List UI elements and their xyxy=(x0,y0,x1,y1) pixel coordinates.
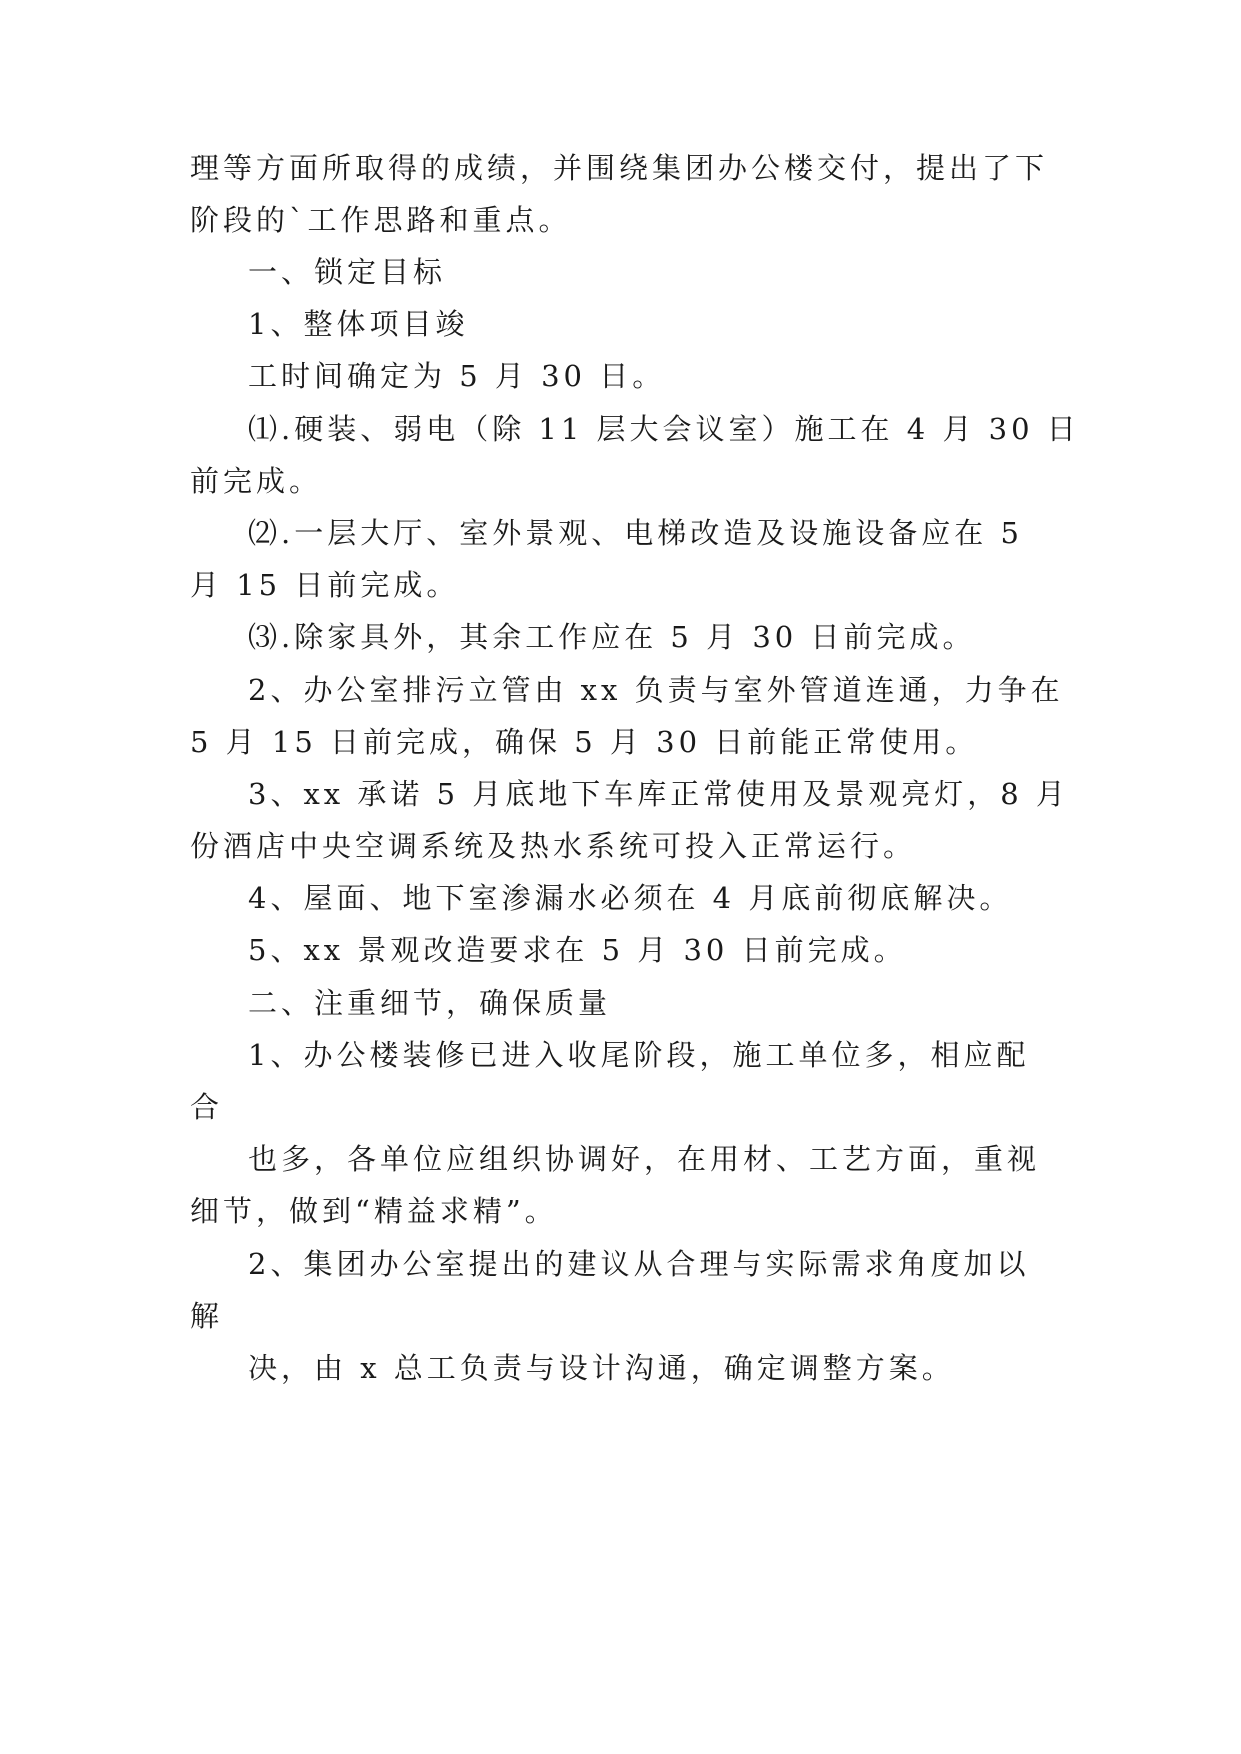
section-heading-2: 二、注重细节，确保质量 xyxy=(248,986,612,1020)
text-line-1: 理等方面所取得的成绩，并围绕集团办公楼交付，提出了下 xyxy=(190,151,1049,185)
text-line-6: ⑴.硬装、弱电（除 11 层大会议室）施工在 4 月 30 日 xyxy=(248,412,1080,446)
text-line-16: 5、xx 景观改造要求在 5 月 30 日前完成。 xyxy=(248,933,907,967)
text-line-14: 份酒店中央空调系统及热水系统可投入正常运行。 xyxy=(190,829,917,863)
text-line-21: 细节，做到“精益求精”。 xyxy=(190,1194,558,1228)
text-line-5: 工时间确定为 5 月 30 日。 xyxy=(248,359,666,393)
text-line-2: 阶段的`工作思路和重点。 xyxy=(190,203,572,237)
text-line-22: 2、集团办公室提出的建议从合理与实际需求角度加以 xyxy=(248,1247,1030,1281)
text-line-13: 3、xx 承诺 5 月底地下车库正常使用及景观亮灯，8 月 xyxy=(248,777,1069,811)
text-line-23: 解 xyxy=(190,1299,224,1333)
text-line-10: ⑶.除家具外，其余工作应在 5 月 30 日前完成。 xyxy=(248,620,976,654)
section-heading-1: 一、锁定目标 xyxy=(248,255,447,289)
text-line-9: 月 15 日前完成。 xyxy=(190,568,460,602)
text-line-4: 1、整体项目竣 xyxy=(248,307,469,341)
text-line-18: 1、办公楼装修已进入收尾阶段，施工单位多，相应配 xyxy=(248,1038,1030,1072)
text-line-20: 也多，各单位应组织协调好，在用材、工艺方面，重视 xyxy=(248,1142,1041,1176)
text-line-19: 合 xyxy=(190,1090,224,1124)
text-line-11: 2、办公室排污立管由 xx 负责与室外管道连通，力争在 xyxy=(248,673,1064,707)
text-line-12: 5 月 15 日前完成，确保 5 月 30 日前能正常使用。 xyxy=(190,725,979,759)
text-line-8: ⑵.一层大厅、室外景观、电梯改造及设施设备应在 5 xyxy=(248,516,1023,550)
text-line-7: 前完成。 xyxy=(190,464,323,498)
text-line-24: 决，由 x 总工负责与设计沟通，确定调整方案。 xyxy=(248,1351,955,1385)
text-line-15: 4、屋面、地下室渗漏水必须在 4 月底前彻底解决。 xyxy=(248,881,1013,915)
